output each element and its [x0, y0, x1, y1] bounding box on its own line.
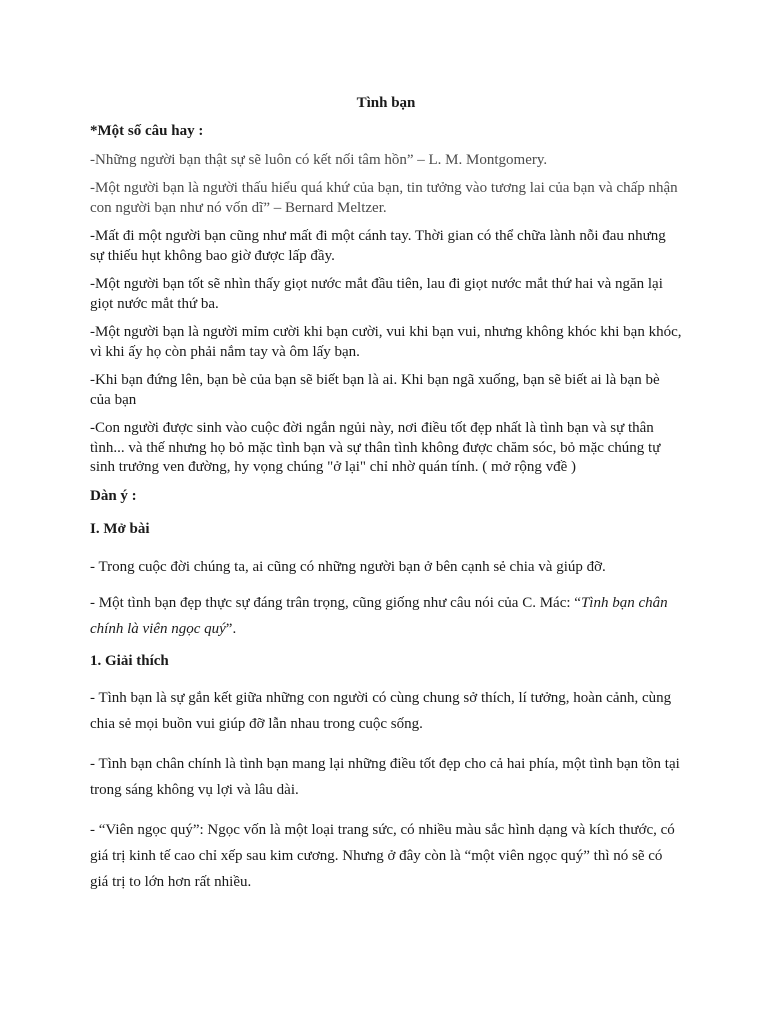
quote-item: -Một người bạn là người thấu hiểu quá khứ của bạn, tin tưởng vào tương lai của bạn và chấp nhận con người bạn như nó vốn dĩ” – Bernard Meltzer. [90, 180, 678, 216]
explain-paragraph: - Tình bạn chân chính là tình bạn mang lại những điều tốt đẹp cho cả hai phía, một tình bạn tồn tại trong sáng không vụ lợi và lâu dài. [90, 756, 680, 798]
subsection-heading-explain: 1. Giải thích [90, 652, 169, 669]
intro-paragraph-quote [90, 590, 682, 642]
document-title: Tình bạn [356, 95, 416, 111]
document-page [90, 93, 682, 905]
quote-item: -Con người được sinh vào cuộc đời ngắn ngủi này, nơi điều tốt đẹp nhất là tình bạn và sự thân tình... và thế nhưng họ bỏ mặc tình bạn và sự thân tình không được chăm sóc, bỏ mặc chúng tự sinh trưởng ven đường, hy vọng chúng "ở lại" chỉ nhờ quán tính. ( mở rộng vđề ) [90, 420, 661, 475]
intro-paragraph: - Trong cuộc đời chúng ta, ai cũng có những người bạn ở bên cạnh sẻ chia và giúp đỡ. [90, 558, 606, 575]
quote-item: -Khi bạn đứng lên, bạn bè của bạn sẽ biết bạn là ai. Khi bạn ngã xuống, bạn sẽ biết ai là bạn bè của bạn [90, 372, 660, 408]
quote-item: -Những người bạn thật sự sẽ luôn có kết nối tâm hồn” – L. M. Montgomery. [90, 151, 548, 168]
intro-quote-suffix: ”. [225, 620, 237, 637]
intro-quote-prefix: - Một tình bạn đẹp thực sự đáng trân trọng, cũng giống như câu nói của C. Mác: “ [90, 594, 581, 611]
quote-item: -Một người bạn là người mỉm cười khi bạn cười, vui khi bạn vui, nhưng không khóc khi bạn khóc, vì khi ấy họ còn phải nắm tay và ôm lấy bạn. [90, 324, 682, 360]
explain-paragraph: - “Viên ngọc quý”: Ngọc vốn là một loại trang sức, có nhiều màu sắc hình dạng và kích thước, có giá trị kinh tế cao chỉ xếp sau kim cương. Nhưng ở đây còn là “một viên ngọc quý” thì nó sẽ có giá trị to lớn hơn rất nhiều. [90, 822, 675, 890]
quotes-heading: *Một số câu hay : [90, 123, 204, 139]
quote-item: -Mất đi một người bạn cũng như mất đi một cánh tay. Thời gian có thể chữa lành nỗi đau nhưng sự thiếu hụt không bao giờ được lấp đầy. [90, 228, 666, 264]
quote-item: -Một người bạn tốt sẽ nhìn thấy giọt nước mắt đầu tiên, lau đi giọt nước mắt thứ hai và ngăn lại giọt nước mắt thứ ba. [90, 276, 663, 312]
section-heading-intro: I. Mở bài [90, 521, 150, 537]
intro-quote-italic: Tình bạn chân chính là viên ngọc quý [90, 594, 668, 637]
outline-heading: Dàn ý : [90, 487, 137, 504]
explain-paragraph: - Tình bạn là sự gắn kết giữa những con người có cùng chung sở thích, lí tưởng, hoàn cảnh, cùng chia sẻ mọi buồn vui giúp đỡ lẫn nhau trong cuộc sống. [90, 690, 672, 732]
